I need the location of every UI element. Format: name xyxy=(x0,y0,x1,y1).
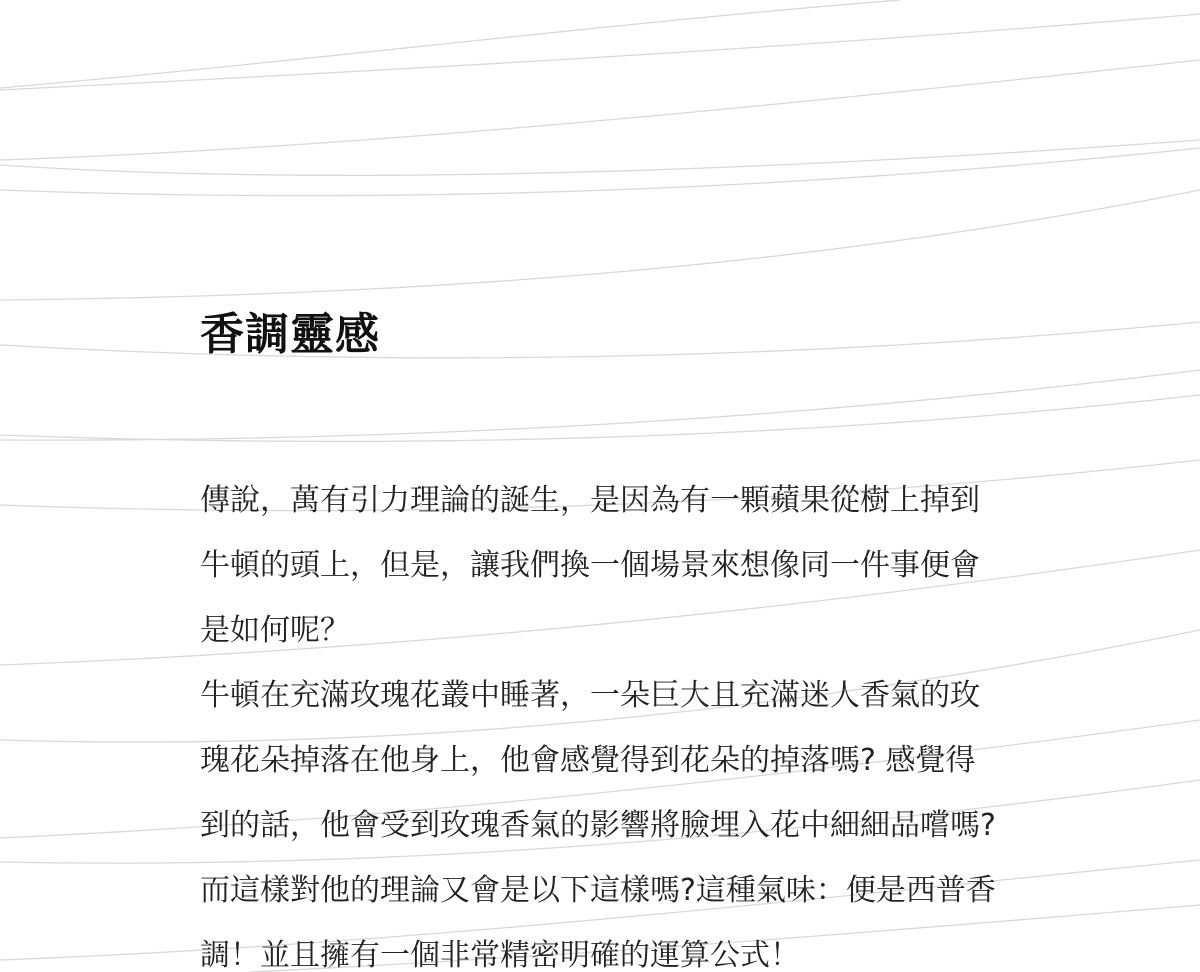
wave-line xyxy=(0,190,1200,300)
article-title: 香調靈感 xyxy=(200,309,380,360)
paragraph: 傳說，萬有引力理論的誕生，是因為有一顆蘋果從樹上掉到牛頓的頭上，但是，讓我們換一個場景來想像同一件事便會是如何呢？ xyxy=(200,483,980,648)
article xyxy=(200,300,1000,972)
wave-line xyxy=(0,140,1200,175)
paragraph: 牛頓在充滿玫瑰花叢中睡著，一朵巨大且充滿迷人香氣的玫瑰花朵掉落在他身上，他會感覺得到花朵的掉落嗎? 感覺得到的話，他會受到玫瑰香氣的影響將臉埋入花中細細品嚐嗎?而這樣對他的理論又會是以下這樣嗎?這種氣味：便是西普香調！並且擁有一個非常精密明確的運算公式！ xyxy=(200,678,996,972)
wave-line xyxy=(0,14,1200,90)
article-body xyxy=(200,468,1000,972)
wave-line xyxy=(0,0,900,88)
wave-line xyxy=(0,60,1200,160)
